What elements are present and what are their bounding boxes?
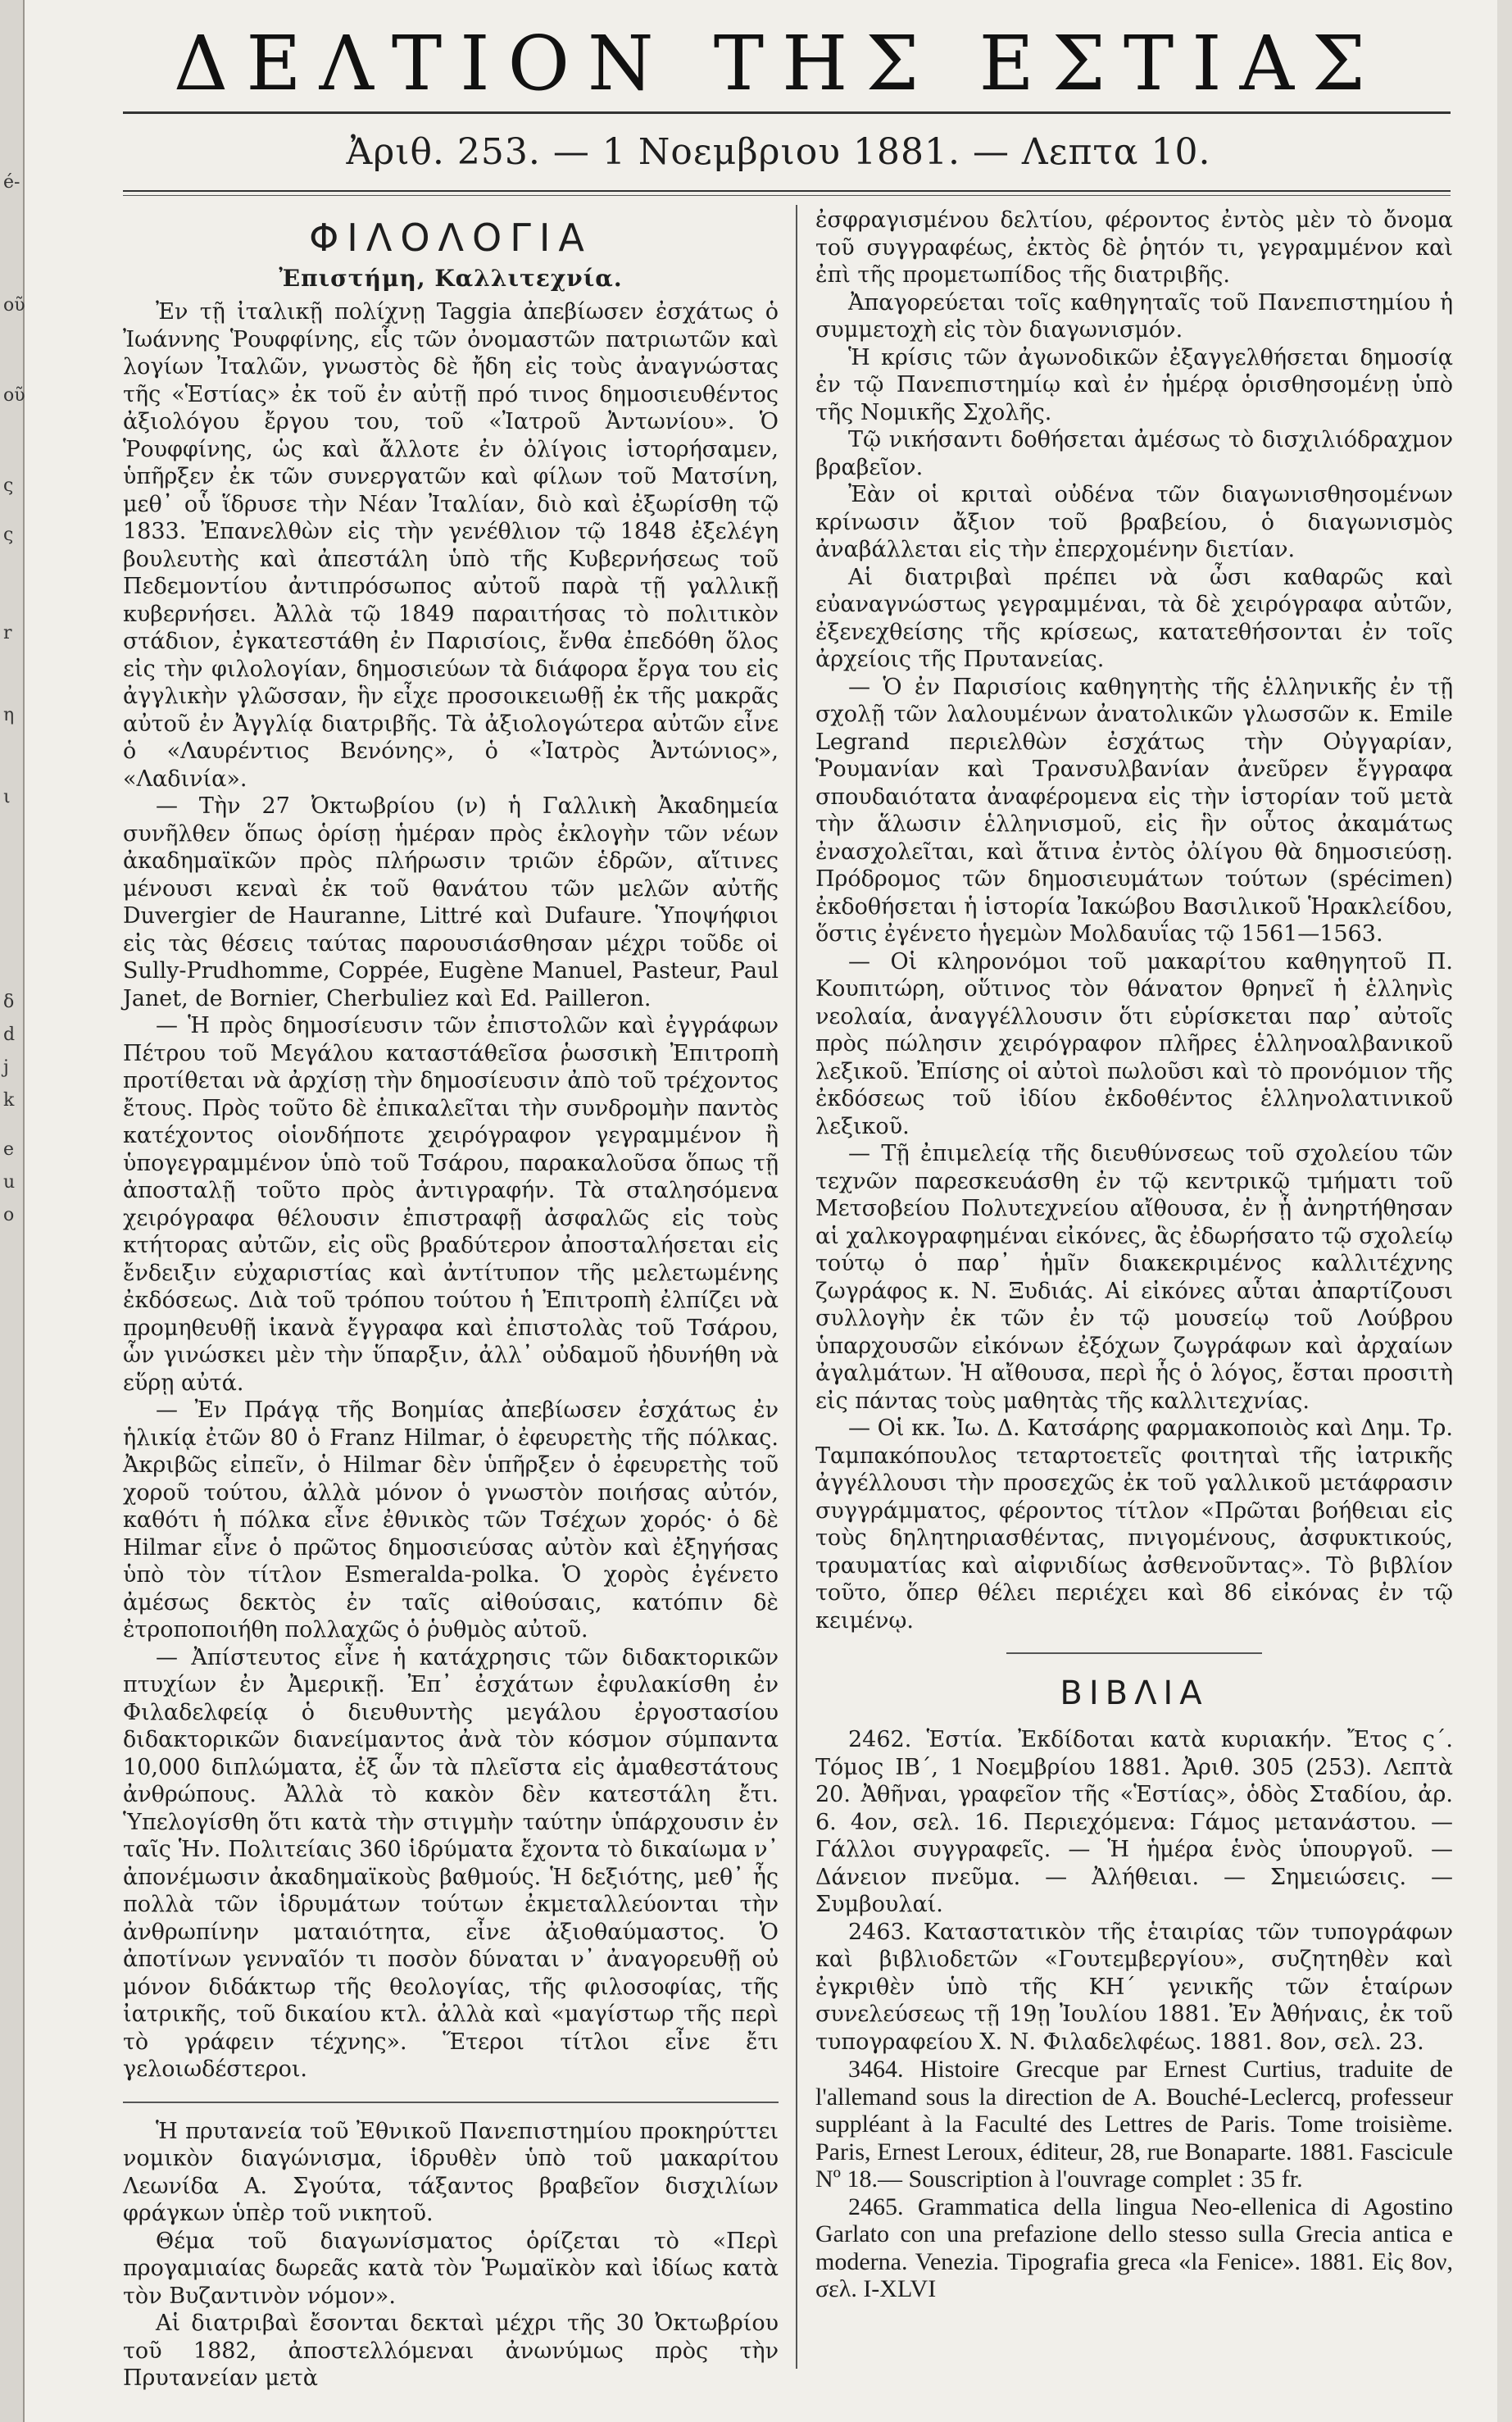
margin-fragment: j [3, 1057, 9, 1078]
margin-fragment: ι [3, 787, 11, 807]
margin-fragment: o [3, 1205, 15, 1225]
column-divider [796, 205, 797, 2369]
section-rule [123, 2102, 779, 2103]
margin-fragment: δ [3, 992, 15, 1012]
competition-paragraph: Θέμα τοῦ διαγωνίσματος ὁρίζεται τὸ «Περὶ προγαμιαίας δωρεᾶς κατὰ τὸν Ῥωμαϊκὸν καὶ ἰδίως κατὰ τὸν Βυζαντινὸν νόμον». [123, 2228, 779, 2309]
left-column [123, 207, 779, 2392]
competition-paragraph: Αἱ διατριβαὶ ἔσονται δεκταὶ μέχρι τῆς 30 Ὀκτωβρίου τοῦ 1882, ἀποστελλόμεναι ἀνωνύμως πρὸς τὴν Πρυτανείαν μετὰ [123, 2311, 779, 2391]
section-heading-philology: ΦΙΛΟΛΟΓΙΑ [309, 216, 593, 260]
book-entry: 2463. Καταστατικὸν τῆς ἑταιρίας τῶν τυπογράφων καὶ βιβλιοδετῶν «Γουτεμβεργίου», συζητηθὲν καὶ ἐγκριθὲν ὑπὸ τῆς ΚΗ΄ γενικῆς τῶν ἑταίρων συνελεύσεως τῇ 19ῃ Ἰουλίου 1881. Ἐν Ἀθήναις, ἐκ τοῦ τυπογραφείου Χ. Ν. Φιλαδελφέως. 1881. 8ον, σελ. 23. [815, 1919, 1453, 2055]
margin-fragment: ς [3, 525, 14, 545]
margin-fragment: οῦ [3, 295, 25, 316]
margin-fragment: e [3, 1139, 15, 1160]
article-paragraph: — Τῇ ἐπιμελείᾳ τῆς διευθύνσεως τοῦ σχολείου τῶν τεχνῶν παρεσκευάσθη ἐν τῷ κεντρικῷ τμήματι τοῦ Μετσοβείου Πολυτεχνείου αἴθουσα, ἐν ᾗ ἀνηρτήθησαν αἱ χαλκογραφημέναι εἰκόνες, ἃς ἐδωρήσατο τῷ σχολείῳ τούτῳ ὁ παρ᾽ ἡμῖν διακεκριμένος καλλιτέχνης ζωγράφος κ. Ν. Ξυδιάς. Αἱ εἰκόνες αὗται ἀπαρτίζουσι συλλογὴν ἐκ τῶν ἐν τῷ μουσείῳ τοῦ Λούβρου ὑπαρχουσῶν εἰκόνων ἐξόχων ζωγράφων καὶ ἀρχαίων ἀγαλμάτων. Ἡ αἴθουσα, περὶ ἧς ὁ λόγος, ἔσται προσιτὴ εἰς πάντας τοὺς μαθητὰς τῆς καλλιτεχνίας. [815, 1141, 1453, 1414]
article-paragraph: — Τὴν 27 Ὀκτωβρίου (ν) ἡ Γαλλικὴ Ἀκαδημεία συνῆλθεν ὅπως ὁρίσῃ ἡμέραν πρὸς ἐκλογὴν τῶν νέων ἀκαδημαϊκῶν πρὸς πλήρωσιν τριῶν ἑδρῶν, αἵτινες μένουσι κεναὶ ἐκ τοῦ θανάτου τῶν μελῶν αὐτῆς Duvergier de Hauranne, Littré καὶ Dufaure. Ὑποψήφιοι εἰς τὰς θέσεις ταύτας παρουσιάσθησαν μέχρι τοῦδε οἱ Sully-Prudhomme, Coppée, Eugène Manuel, Pasteur, Paul Janet, de Bornier, Cherbuliez καὶ Ed. Pailleron. [123, 793, 779, 1011]
margin-fragment: ς [3, 475, 14, 496]
issue-line: Ἀριθ. 253. — 1 Νοεμβριου 1881. — Λεπτα 10. [346, 131, 1211, 173]
header-rule [123, 190, 1451, 192]
article-paragraph: Ἡ κρίσις τῶν ἀγωνοδικῶν ἐξαγγελθήσεται δημοσίᾳ ἐν τῷ Πανεπιστημίῳ καὶ ἐν ἡμέρᾳ ὁρισθησομένῃ ὑπὸ τῆς Νομικῆς Σχολῆς. [815, 344, 1453, 425]
section-rule [1006, 1652, 1261, 1654]
margin-fragment: k [3, 1090, 15, 1111]
margin-fragment: u [3, 1172, 16, 1193]
book-entry: 2465. Grammatica della lingua Neo-ellenica di Agostino Garlato con una prefazione dello stesso sulla Grecia antica e moderna. Venezia. Tipografia greca «la Fenice». 1881. Εἰς 8ον, σελ. I-XLVI [815, 2193, 1453, 2302]
competition-paragraph: Ἡ πρυτανεία τοῦ Ἐθνικοῦ Πανεπιστημίου προκηρύττει νομικὸν διαγώνισμα, ἱδρυθὲν ὑπὸ τοῦ μακαρίτου Λεωνίδα Α. Σγούτα, τάξαντος βραβεῖον δισχιλίων φράγκων ὑπὲρ τοῦ νικητοῦ. [123, 2118, 779, 2226]
margin-fragment: η [3, 705, 15, 725]
article-paragraph: — Ἡ πρὸς δημοσίευσιν τῶν ἐπιστολῶν καὶ ἐγγράφων Πέτρου τοῦ Μεγάλου καταστάθεῖσα ῥωσσικὴ Ἐπιτροπὴ προτίθεται νὰ ἀρχίσῃ τὴν δημοσίευσιν ἀπὸ τοῦ τρέχοντος ἔτους. Πρὸς τοῦτο δὲ ἐπικαλεῖται τὴν συνδρομὴν παντὸς κατέχοντος οἱονδήποτε χειρόγραφον γεγραμμένον ἢ ὑπογεγραμμένον ὑπὸ τοῦ Τσάρου, παρακαλοῦσα ὅπως τῇ ἀποσταλῇ τοῦτο πρὸς ἀντιγραφήν. Τὰ σταλησόμενα χειρόγραφα θέλουσιν ἐπιστραφῇ ἀσφαλῶς εἰς τοὺς κτήτορας αὐτῶν, εἰς οὓς βραδύτερον ἀποσταλήσεται εἰς ἔνδειξιν εὐχαριστίας καὶ ἀντίτυπον τῆς μελετωμένης ἐκδόσεως. Διὰ τοῦ τρόπου τούτου ἡ Ἐπιτροπὴ ἐλπίζει νὰ προμηθευθῇ ἱκανὰ ἔγγραφα καὶ ἐπιστολὰς τοῦ Τσάρου, ὧν γινώσκει μὲν τὴν ὕπαρξιν, ἀλλ᾽ οὐδαμοῦ ἠδυνήθη νὰ εὕρῃ αὐτά. [123, 1013, 779, 1396]
article-paragraph: Ἐν τῇ ἰταλικῇ πολίχνῃ Taggia ἀπεβίωσεν ἐσχάτως ὁ Ἰωάννης Ῥουφφίνης, εἷς τῶν ὀνομαστῶν πατριωτῶν καὶ λογίων Ἰταλῶν, γνωστὸς δὲ ἤδη εἰς τοὺς ἀναγνώστας τῆς «Ἑστίας» ἐκ τοῦ ἐν αὐτῇ πρό τινος δημοσιευθέντος ἀξιολόγου ἔργου του, τοῦ «Ἰατροῦ Ἀντωνίου». Ὁ Ῥουφφίνης, ὡς καὶ ἄλλοτε ἐν ὀλίγοις ἱστορήσαμεν, ὑπῆρξεν ἐκ τῶν συνεργατῶν καὶ φίλων τοῦ Ματσίνη, μεθ᾽ οὗ ἵδρυσε τὴν Νέαν Ἰταλίαν, διὸ καὶ ἐξωρίσθη τῷ 1833. Ἐπανελθὼν εἰς τὴν γενέθλιον τῷ 1848 ἐξελέγη βουλευτὴς καὶ ἀπεστάλη ὑπὸ τῆς Κυβερνήσεως τοῦ Πεδεμοντίου ἀντιπρόσωπος αὐτοῦ παρὰ τῇ γαλλικῇ κυβερνήσει. Ἀλλὰ τῷ 1849 παραιτήσας τὸ πολιτικὸν στάδιον, ἐγκατεστάθη ἐν Παρισίοις, ἔνθα ἐπεδόθη ὅλος εἰς τὴν φιλολογίαν, δημοσιεύων τὰ διάφορα ἔργα του εἰς ἀγγλικὴν γλῶσσαν, ἣν εἶχε προσοικειωθῇ ἐκ τῆς μακρᾶς αὐτοῦ ἐν Ἀγγλίᾳ διατριβῆς. Τὰ ἀξιολογώτερα αὐτῶν εἶνε ὁ «Λαυρέντιος Βενόνης», ὁ «Ἰατρὸς Ἀντώνιος», «Λαδινία». [123, 299, 779, 792]
right-page-edge [1497, 0, 1512, 2422]
header-rule-thin [123, 195, 1451, 196]
article-paragraph: — Ὁ ἐν Παρισίοις καθηγητὴς τῆς ἑλληνικῆς ἐν τῇ σχολῇ τῶν λαλουμένων ἀνατολικῶν γλωσσῶν κ. Emile Legrand περιελθὼν ἐσχάτως τὴν Οὐγγαρίαν, Ῥουμανίαν καὶ Τρανσυλβανίαν ἀνεῦρεν ἔγγραφα σπουδαιότατα ἀναφέρομενα εἰς τὴν ἱστορίαν τοῦ μετὰ τὴν ἅλωσιν ἑλληνισμοῦ, εἰς ἣν οὗτος ἀκαμάτως ἐνασχολεῖται, καὶ ἅτινα ἐντὸς ὀλίγου θὰ δημοσιεύσῃ. Πρόδρομος τῶν δημοσιευμάτων τούτων (spécimen) ἐκδοθήσεται ἡ ἱστορία Ἰακώβου Βασιλικοῦ Ἡρακλείδου, ὅστις ἐγένετο ἡγεμὼν Μολδαυΐας τῷ 1561—1563. [815, 674, 1453, 947]
newspaper-masthead: ΔΕΛΤΙΟΝ ΤΗΣ ΕΣΤΙΑΣ [173, 20, 1384, 107]
article-paragraph: ἐσφραγισμένου δελτίου, φέροντος ἐντὸς μὲν τὸ ὄνομα τοῦ συγγραφέως, ἐκτὸς δὲ ῥητόν τι, γεγραμμένον καὶ ἐπὶ τῆς προμετωπίδος τῆς διατριβῆς. [815, 207, 1453, 288]
masthead-rule [123, 111, 1451, 114]
book-entry: 3464. Histoire Grecque par Ernest Curtius, traduite de l'allemand sous la direction de A. Bouché-Leclercq, professeur suppléant à la Faculté des Lettres de Paris. Tome troisième. Paris, Ernest Leroux, éditeur, 28, rue Bonaparte. 1881. Fascicule Nº 18.— Souscription à l'ouvrage complet : 35 fr. [815, 2056, 1453, 2193]
section-subheading: Ἐπιστήμη, Καλλιτεχνία. [279, 265, 623, 292]
margin-fragment: é- [3, 172, 20, 193]
margin-fragment: d [3, 1025, 16, 1045]
margin-fragment: οῦ [3, 385, 25, 406]
article-paragraph: — Ἀπίστευτος εἶνε ἡ κατάχρησις τῶν διδακτορικῶν πτυχίων ἐν Ἀμερικῇ. Ἐπ᾽ ἐσχάτων ἐφυλακίσθη ἐν Φιλαδελφείᾳ ὁ διευθυντὴς μεγάλου ἐργοστασίου διδακτορικῶν διανείμαντος ἀνὰ τὸν κόσμον σύμπαντα 10,000 διπλώματα, ἐξ ὧν τὰ πλεῖστα εἰς ἀμαθεστάτους ἀνθρώπους. Ἀλλὰ τὸ κακὸν δὲν κατεστάλη ἔτι. Ὑπελογίσθη ὅτι κατὰ τὴν στιγμὴν ταύτην ὑπάρχουσιν ἐν ταῖς Ἡν. Πολιτείαις 360 ἱδρύματα ἔχοντα τὸ δικαίωμα ν᾽ ἀπονέμωσιν ἀκαδημαϊκοὺς βαθμούς. Ἡ δεξιότης, μεθ᾽ ἧς πολλὰ τῶν ἱδρυμάτων τούτων ἐκμεταλλεύονται τὴν ἀνθρωπίνην ματαιότητα, εἶνε ἀξιοθαύμαστος. Ὁ ἀποτίνων γενναῖόν τι ποσὸν δύναται ν᾽ ἀναγορευθῇ οὐ μόνον διδάκτωρ τῆς θεολογίας, τῆς φιλοσοφίας, τῆς ἰατρικῆς, τοῦ δικαίου κτλ. ἀλλὰ καὶ «μαγίστωρ τῆς περὶ τὸ γράφειν τέχνης». Ἕτεροι τίτλοι εἶνε ἔτι γελοιωδέστεροι. [123, 1644, 779, 2082]
article-paragraph: Ἀπαγορεύεται τοῖς καθηγηταῖς τοῦ Πανεπιστημίου ἡ συμμετοχὴ εἰς τὸν διαγωνισμόν. [815, 289, 1453, 343]
article-paragraph: Τῷ νικήσαντι δοθήσεται ἀμέσως τὸ δισχιλιόδραχμον βραβεῖον. [815, 427, 1453, 480]
section-heading-biblia: ΒΙΒΛΙΑ [1060, 1674, 1209, 1712]
margin-fragment: r [3, 623, 12, 643]
article-paragraph: — Ἐν Πράγᾳ τῆς Βοημίας ἀπεβίωσεν ἐσχάτως ἐν ἡλικίᾳ ἐτῶν 80 ὁ Franz Hilmar, ὁ ἐφευρετὴς τῆς πόλκας. Ἀκριβῶς εἰπεῖν, ὁ Hilmar δὲν ὑπῆρξεν ὁ ἐφευρετὴς τοῦ χοροῦ τούτου, ἀλλὰ μόνον ὁ γνωστὸν ποιήσας αὐτόν, καθότι ἡ πόλκα εἶνε ἐθνικὸς τῶν Τσέχων χορός· ὁ δὲ Hilmar εἶνε ὁ πρῶτος δημοσιεύσας αὐτὸν καὶ ἐξηγήσας ὑπὸ τὸν τίτλον Esmeralda-polka. Ὁ χορὸς ἐγένετο ἀμέσως δεκτὸς ἐν ταῖς αἰθούσαις, κατόπιν δὲ ἐτροποποιήθη πολλαχῶς ὁ ῥυθμὸς αὐτοῦ. [123, 1397, 779, 1643]
article-paragraph: — Οἱ κκ. Ἰω. Δ. Κατσάρης φαρμακοποιὸς καὶ Δημ. Τρ. Ταμπακόπουλος τεταρτοετεῖς φοιτηταὶ τῆς ἰατρικῆς ἀγγέλλουσι τὴν προσεχῶς ἐκ τοῦ γαλλικοῦ μετάφρασιν συγγράμματος, φέροντος τίτλον «Πρῶται βοήθειαι εἰς τοὺς δηλητηριασθέντας, πνιγομένους, ἀσφυκτικούς, τραυματίας καὶ αἰφνιδίως ἀσθενοῦντας». Τὸ βιβλίον τοῦτο, ὅπερ θέλει περιέχει καὶ 86 εἰκόνας ἐν τῷ κειμένῳ. [815, 1415, 1453, 1634]
right-column [815, 207, 1453, 2303]
article-paragraph: Ἐὰν οἱ κριταὶ οὐδένα τῶν διαγωνισθησομένων κρίνωσιν ἄξιον τοῦ βραβείου, ὁ διαγωνισμὸς ἀναβάλλεται εἰς τὴν ἐπερχομένην διετίαν. [815, 482, 1453, 562]
book-entry: 2462. Ἑστία. Ἐκδίδοται κατὰ κυριακήν. Ἔτος ς΄. Τόμος ΙΒ΄, 1 Νοεμβρίου 1881. Ἀριθ. 305 (253). Λεπτὰ 20. Ἀθῆναι, γραφεῖον τῆς «Ἑστίας», ὁδὸς Σταδίου, ἀρ. 6. 4ον, σελ. 16. Περιεχόμενα: Γάμος μετανάστου. — Γάλλοι συγγραφεῖς. — Ἡ ἡμέρα ἑνὸς ὑπουργοῦ. — Δάνειον πνεῦμα. — Ἀλήθειαι. — Σημειώσεις. — Συμβουλαί. [815, 1727, 1453, 1917]
left-page-margin-strip [0, 0, 25, 2422]
article-paragraph: Αἱ διατριβαὶ πρέπει νὰ ὦσι καθαρῶς καὶ εὐαναγνώστως γεγραμμέναι, τὰ δὲ χειρόγραφα αὐτῶν, ἐξενεχθείσης τῆς κρίσεως, κατατεθήσονται ἐν τοῖς ἀρχείοις τῆς Πρυτανείας. [815, 564, 1453, 672]
article-paragraph: — Οἱ κληρονόμοι τοῦ μακαρίτου καθηγητοῦ Π. Κουπιτώρη, οὕτινος τὸν θάνατον θρηνεῖ ἡ ἑλληνὶς νεολαία, ἀναγγέλλουσιν ὅτι εὑρίσκεται παρ᾽ αὐτοῖς πρὸς πώλησιν χειρόγραφον πλῆρες ἑλληνοαλβανικοῦ λεξικοῦ. Ἐπίσης οἱ αὐτοὶ πωλοῦσι καὶ τὸ προνόμιον τῆς ἐκδόσεως τοῦ ἰδίου ἐκδοθέντος ἑλληνολατινικοῦ λεξικοῦ. [815, 948, 1453, 1139]
